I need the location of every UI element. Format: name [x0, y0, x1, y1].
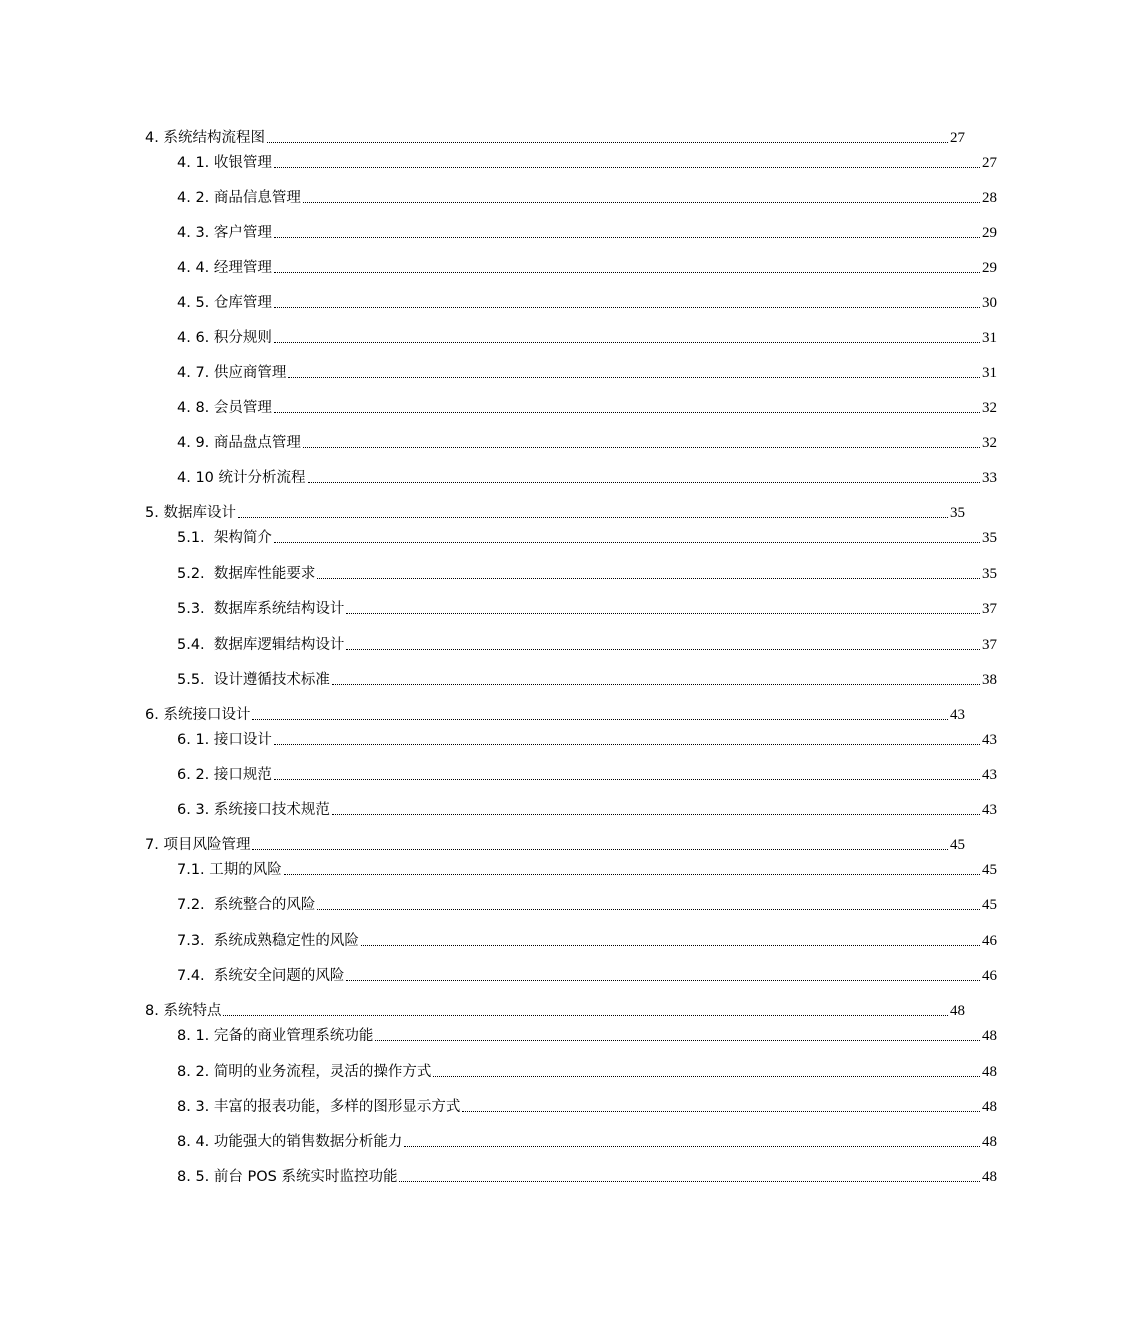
toc-page-column [950, 835, 1095, 855]
toc-subsection-entry[interactable] [0, 927, 1127, 951]
toc-page-column [982, 670, 1127, 690]
toc-subsection-entry[interactable] [0, 1128, 1127, 1152]
toc-subsection-entry[interactable] [0, 856, 1127, 880]
toc-dot-leader [252, 719, 948, 720]
toc-page-column [950, 503, 1095, 523]
toc-page-column [982, 1026, 1127, 1046]
toc-subsection-entry[interactable] [0, 761, 1127, 785]
toc-subsection-entry[interactable] [0, 464, 1127, 488]
toc-dot-leader [274, 779, 980, 780]
toc-dot-leader [274, 167, 980, 168]
toc-subsection-entry[interactable] [0, 631, 1127, 655]
toc-page-number: 48 [982, 1134, 997, 1150]
toc-page-column [982, 468, 1127, 488]
toc-page-column [982, 293, 1127, 313]
toc-entry-title: 4. 9. 商品盘点管理 [177, 435, 301, 451]
toc-subsection-entry[interactable] [0, 666, 1127, 690]
toc-dot-leader [274, 342, 980, 343]
toc-dot-leader [288, 377, 980, 378]
toc-section-entry[interactable] [0, 124, 1095, 148]
toc-subsection-entry[interactable] [0, 560, 1127, 584]
toc-page-column [982, 635, 1127, 655]
toc-dot-leader [404, 1146, 980, 1147]
toc-page-number: 35 [982, 566, 997, 582]
toc-entry-title: 7.4. 系统安全问题的风险 [177, 968, 345, 984]
toc-page-column [982, 153, 1127, 173]
toc-page-number: 31 [982, 365, 997, 381]
toc-page-number: 43 [982, 767, 997, 783]
toc-page-number: 43 [982, 802, 997, 818]
toc-entry-title: 8. 3. 丰富的报表功能，多样的图形显示方式 [177, 1099, 461, 1115]
toc-subsection-entry[interactable] [0, 394, 1127, 418]
toc-dot-leader [274, 542, 980, 543]
toc-subsection-entry[interactable] [0, 429, 1127, 453]
toc-subsection-entry[interactable] [0, 149, 1127, 173]
toc-page-number: 32 [982, 400, 997, 416]
toc-page-number: 48 [982, 1028, 997, 1044]
toc-page-column [982, 363, 1127, 383]
toc-dot-leader [433, 1076, 980, 1077]
toc-subsection-entry[interactable] [0, 595, 1127, 619]
toc-page-column [982, 1062, 1127, 1082]
toc-entry-title: 5.5. 设计遵循技术标准 [177, 672, 330, 688]
toc-subsection-entry[interactable] [0, 359, 1127, 383]
toc-page-number: 37 [982, 637, 997, 653]
toc-page-column [982, 1167, 1127, 1187]
toc-subsection-entry[interactable] [0, 962, 1127, 986]
toc-section-entry[interactable] [0, 831, 1095, 855]
toc-entry-title: 4. 5. 仓库管理 [177, 295, 272, 311]
toc-entry-title: 4. 3. 客户管理 [177, 225, 272, 241]
toc-page-column [982, 188, 1127, 208]
toc-page-column [982, 765, 1127, 785]
toc-dot-leader [308, 482, 980, 483]
toc-entry-title: 6. 1. 接口设计 [177, 732, 272, 748]
toc-page-column [982, 223, 1127, 243]
toc-dot-leader [462, 1111, 980, 1112]
toc-entry-title: 4. 6. 积分规则 [177, 330, 272, 346]
toc-entry-title: 5. 数据库设计 [145, 505, 236, 521]
toc-page-column [982, 528, 1127, 548]
toc-entry-title: 6. 2. 接口规范 [177, 767, 272, 783]
toc-page-column [982, 328, 1127, 348]
toc-entry-title: 4. 系统结构流程图 [145, 130, 265, 146]
toc-entry-title: 4. 8. 会员管理 [177, 400, 272, 416]
toc-entry-title: 5.1. 架构简介 [177, 530, 272, 546]
toc-page-column [982, 730, 1127, 750]
toc-dot-leader [267, 142, 948, 143]
toc-dot-leader [274, 307, 980, 308]
toc-entry-title: 8. 1. 完备的商业管理系统功能 [177, 1028, 374, 1044]
toc-page-number: 29 [982, 225, 997, 241]
toc-page-number: 48 [982, 1064, 997, 1080]
toc-page-number: 29 [982, 260, 997, 276]
toc-subsection-entry[interactable] [0, 184, 1127, 208]
toc-dot-leader [361, 945, 980, 946]
toc-entry-title: 8. 系统特点 [145, 1003, 222, 1019]
toc-dot-leader [399, 1181, 980, 1182]
toc-subsection-entry[interactable] [0, 524, 1127, 548]
toc-dot-leader [346, 649, 980, 650]
toc-dot-leader [284, 874, 980, 875]
toc-subsection-entry[interactable] [0, 726, 1127, 750]
toc-entry-title: 6. 系统接口设计 [145, 707, 251, 723]
toc-page-column [982, 1097, 1127, 1117]
toc-page-number: 38 [982, 672, 997, 688]
toc-page-number: 35 [982, 530, 997, 546]
toc-subsection-entry[interactable] [0, 324, 1127, 348]
toc-subsection-entry[interactable] [0, 219, 1127, 243]
toc-page-column [982, 433, 1127, 453]
toc-page-column [982, 398, 1127, 418]
toc-page-column [982, 1132, 1127, 1152]
toc-page-column [982, 258, 1127, 278]
toc-page-number: 43 [982, 732, 997, 748]
toc-entry-title: 8. 2. 简明的业务流程，灵活的操作方式 [177, 1064, 432, 1080]
toc-page-number: 31 [982, 330, 997, 346]
toc-page-column [982, 931, 1127, 951]
toc-page-column [982, 564, 1127, 584]
toc-entry-title: 8. 4. 功能强大的销售数据分析能力 [177, 1134, 403, 1150]
toc-page-column [982, 895, 1127, 915]
toc-page-column [982, 599, 1127, 619]
toc-dot-leader [375, 1040, 980, 1041]
toc-entry-title: 6. 3. 系统接口技术规范 [177, 802, 330, 818]
toc-subsection-entry[interactable] [0, 1058, 1127, 1082]
toc-entry-title: 5.2. 数据库性能要求 [177, 566, 316, 582]
toc-page-number: 37 [982, 601, 997, 617]
toc-subsection-entry[interactable] [0, 254, 1127, 278]
toc-dot-leader [332, 684, 980, 685]
toc-subsection-entry[interactable] [0, 891, 1127, 915]
toc-entry-title: 4. 2. 商品信息管理 [177, 190, 301, 206]
toc-entry-title: 4. 7. 供应商管理 [177, 365, 287, 381]
toc-dot-leader [317, 578, 980, 579]
toc-dot-leader [332, 814, 980, 815]
toc-page-number: 32 [982, 435, 997, 451]
toc-entry-title: 5.4. 数据库逻辑结构设计 [177, 637, 345, 653]
toc-page-number: 46 [982, 968, 997, 984]
toc-section-entry[interactable] [0, 997, 1095, 1021]
toc-entry-title: 5.3. 数据库系统结构设计 [177, 601, 345, 617]
toc-page-number: 27 [982, 155, 997, 171]
toc-dot-leader [303, 202, 980, 203]
toc-page-number: 45 [982, 862, 997, 878]
toc-subsection-entry[interactable] [0, 1022, 1127, 1046]
toc-section-entry[interactable] [0, 701, 1095, 725]
toc-page-number: 35 [950, 505, 965, 521]
toc-page-number: 33 [982, 470, 997, 486]
toc-subsection-entry[interactable] [0, 796, 1127, 820]
toc-dot-leader [274, 744, 980, 745]
toc-page-column [950, 128, 1095, 148]
toc-page-number: 48 [982, 1099, 997, 1115]
toc-page-column [950, 705, 1095, 725]
toc-subsection-entry[interactable] [0, 1163, 1127, 1187]
toc-page-column [982, 860, 1127, 880]
toc-page-column [950, 1001, 1095, 1021]
toc-page-number: 43 [950, 707, 965, 723]
toc-dot-leader [346, 613, 980, 614]
toc-dot-leader [274, 237, 980, 238]
toc-page-number: 48 [982, 1169, 997, 1185]
toc-dot-leader [238, 517, 948, 518]
toc-dot-leader [274, 272, 980, 273]
toc-entry-title: 7.3. 系统成熟稳定性的风险 [177, 933, 359, 949]
toc-entry-title: 4. 1. 收银管理 [177, 155, 272, 171]
toc-dot-leader [274, 412, 980, 413]
toc-page-column [982, 800, 1127, 820]
toc-entry-title: 7.2. 系统整合的风险 [177, 897, 316, 913]
toc-dot-leader [317, 909, 980, 910]
toc-section-entry[interactable] [0, 499, 1095, 523]
toc-page-column [982, 966, 1127, 986]
toc-dot-leader [303, 447, 980, 448]
toc-page-number: 45 [950, 837, 965, 853]
toc-subsection-entry[interactable] [0, 289, 1127, 313]
toc-subsection-entry[interactable] [0, 1093, 1127, 1117]
toc-page-number: 27 [950, 130, 965, 146]
toc-page-number: 46 [982, 933, 997, 949]
toc-dot-leader [252, 849, 948, 850]
toc-entry-title: 7.1. 工期的风险 [177, 862, 282, 878]
toc-entry-title: 4. 10 统计分析流程 [177, 470, 306, 486]
toc-page-number: 45 [982, 897, 997, 913]
toc-dot-leader [346, 980, 980, 981]
toc-page-number: 48 [950, 1003, 965, 1019]
toc-page-number: 30 [982, 295, 997, 311]
toc-page-number: 28 [982, 190, 997, 206]
toc-dot-leader [223, 1015, 948, 1016]
toc-entry-title: 7. 项目风险管理 [145, 837, 251, 853]
toc-entry-title: 8. 5. 前台 POS 系统实时监控功能 [177, 1169, 398, 1185]
toc-entry-title: 4. 4. 经理管理 [177, 260, 272, 276]
